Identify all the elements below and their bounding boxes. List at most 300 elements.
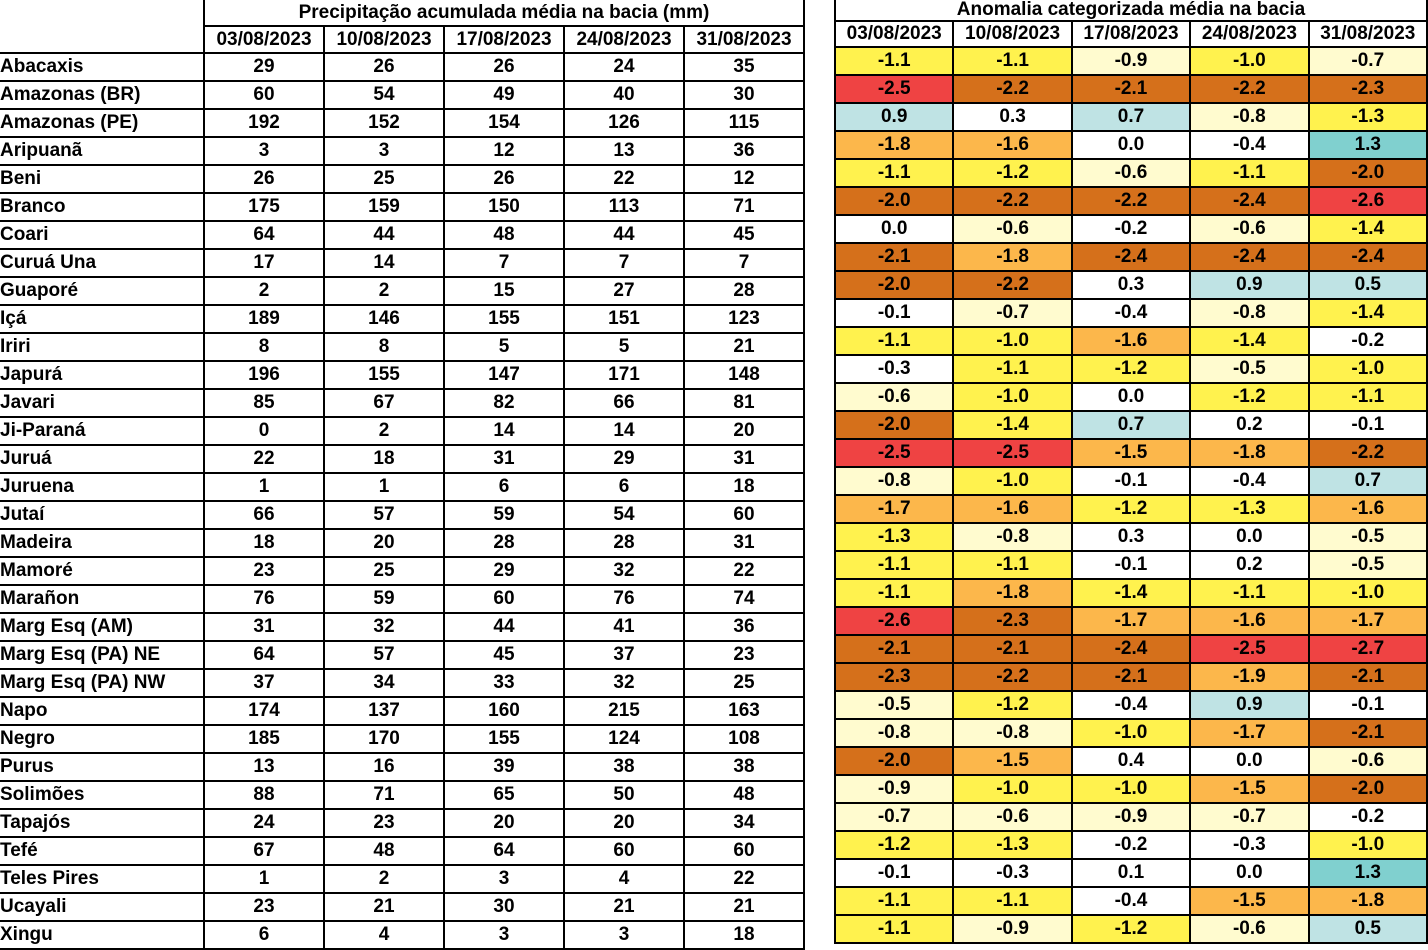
table-row bbox=[0, 865, 804, 893]
precip-cell: 40 bbox=[564, 81, 684, 109]
precip-cell: 22 bbox=[564, 165, 684, 193]
anomaly-cell: -2.4 bbox=[1190, 187, 1308, 215]
table-row bbox=[835, 131, 1427, 159]
anomaly-cell: -1.5 bbox=[953, 747, 1071, 775]
precip-cell: 71 bbox=[324, 781, 444, 809]
precip-date-header: 24/08/2023 bbox=[564, 26, 684, 53]
precip-cell: 108 bbox=[684, 725, 804, 753]
anomaly-cell: 0.9 bbox=[835, 103, 953, 131]
anomaly-cell: -1.4 bbox=[1309, 299, 1427, 327]
precip-cell: 54 bbox=[324, 81, 444, 109]
precip-cell: 39 bbox=[444, 753, 564, 781]
anomaly-cell: -1.6 bbox=[1072, 327, 1190, 355]
precip-cell: 30 bbox=[444, 893, 564, 921]
precip-cell: 6 bbox=[444, 473, 564, 501]
anomaly-cell: -2.2 bbox=[1309, 439, 1427, 467]
anomaly-cell: -2.5 bbox=[835, 75, 953, 103]
anomaly-cell: -2.2 bbox=[953, 187, 1071, 215]
precip-cell: 2 bbox=[324, 865, 444, 893]
precip-cell: 13 bbox=[204, 753, 324, 781]
precip-cell: 196 bbox=[204, 361, 324, 389]
basin-name: Amazonas (BR) bbox=[0, 81, 204, 109]
precip-cell: 64 bbox=[444, 837, 564, 865]
table-row bbox=[0, 305, 804, 333]
corner-blank bbox=[0, 26, 204, 53]
anomaly-cell: -0.1 bbox=[835, 299, 953, 327]
precip-cell: 26 bbox=[444, 165, 564, 193]
table-row bbox=[835, 915, 1427, 943]
table-row bbox=[835, 579, 1427, 607]
anomaly-cell: -0.5 bbox=[1309, 523, 1427, 551]
anomaly-cell: -0.8 bbox=[953, 523, 1071, 551]
table-row bbox=[0, 193, 804, 221]
anomaly-cell: -0.2 bbox=[1072, 831, 1190, 859]
anomaly-cell: 0.4 bbox=[1072, 747, 1190, 775]
precip-cell: 23 bbox=[324, 809, 444, 837]
precip-cell: 28 bbox=[684, 277, 804, 305]
anomaly-cell: -0.7 bbox=[953, 299, 1071, 327]
anomaly-table bbox=[834, 0, 1428, 944]
basin-name: Juruá bbox=[0, 445, 204, 473]
anomaly-cell: -0.7 bbox=[835, 803, 953, 831]
anomaly-cell: -0.5 bbox=[1190, 355, 1308, 383]
anomaly-cell: -1.3 bbox=[835, 523, 953, 551]
table-row bbox=[0, 585, 804, 613]
anomaly-cell: -0.5 bbox=[1309, 551, 1427, 579]
precip-cell: 115 bbox=[684, 109, 804, 137]
precip-cell: 44 bbox=[564, 221, 684, 249]
precip-cell: 45 bbox=[684, 221, 804, 249]
anomaly-cell: -2.0 bbox=[835, 411, 953, 439]
table-row bbox=[0, 389, 804, 417]
anomaly-cell: -0.6 bbox=[953, 215, 1071, 243]
precip-cell: 185 bbox=[204, 725, 324, 753]
anomaly-cell: -2.6 bbox=[1309, 187, 1427, 215]
precip-cell: 21 bbox=[684, 333, 804, 361]
precip-cell: 21 bbox=[324, 893, 444, 921]
precip-cell: 17 bbox=[204, 249, 324, 277]
table-row bbox=[835, 103, 1427, 131]
precip-cell: 1 bbox=[204, 473, 324, 501]
anomaly-cell: -2.7 bbox=[1309, 635, 1427, 663]
precip-cell: 31 bbox=[684, 529, 804, 557]
table-row bbox=[835, 439, 1427, 467]
table-row bbox=[0, 249, 804, 277]
precip-cell: 49 bbox=[444, 81, 564, 109]
table-row bbox=[835, 47, 1427, 75]
precip-cell: 18 bbox=[204, 529, 324, 557]
anomaly-cell: -1.7 bbox=[1190, 719, 1308, 747]
precip-cell: 126 bbox=[564, 109, 684, 137]
anomaly-cell: -0.3 bbox=[953, 859, 1071, 887]
precip-cell: 26 bbox=[444, 53, 564, 81]
precip-cell: 32 bbox=[564, 669, 684, 697]
anomaly-cell: -0.8 bbox=[953, 719, 1071, 747]
anomaly-cell: -2.4 bbox=[1190, 243, 1308, 271]
precip-cell: 88 bbox=[204, 781, 324, 809]
anomaly-cell: -2.1 bbox=[1309, 663, 1427, 691]
table-row bbox=[0, 613, 804, 641]
precip-cell: 6 bbox=[564, 473, 684, 501]
precip-cell: 3 bbox=[564, 921, 684, 949]
anomaly-cell: -2.1 bbox=[835, 243, 953, 271]
precip-cell: 1 bbox=[204, 865, 324, 893]
precip-cell: 29 bbox=[444, 557, 564, 585]
anomaly-cell: -0.8 bbox=[835, 467, 953, 495]
table-row bbox=[0, 781, 804, 809]
anomaly-cell: -1.1 bbox=[1309, 383, 1427, 411]
precip-cell: 59 bbox=[324, 585, 444, 613]
table-row bbox=[835, 75, 1427, 103]
precip-cell: 35 bbox=[684, 53, 804, 81]
anomaly-cell: -2.4 bbox=[1072, 635, 1190, 663]
anomaly-date-header: 03/08/2023 bbox=[835, 21, 953, 47]
anomaly-cell: -1.5 bbox=[1190, 775, 1308, 803]
precip-cell: 0 bbox=[204, 417, 324, 445]
anomaly-cell: -2.4 bbox=[1309, 243, 1427, 271]
precip-cell: 26 bbox=[324, 53, 444, 81]
anomaly-cell: 0.7 bbox=[1072, 103, 1190, 131]
anomaly-cell: 0.0 bbox=[1190, 747, 1308, 775]
anomaly-cell: -1.1 bbox=[953, 551, 1071, 579]
anomaly-cell: -0.2 bbox=[1072, 215, 1190, 243]
anomaly-cell: -1.1 bbox=[835, 159, 953, 187]
anomaly-cell: -0.5 bbox=[835, 691, 953, 719]
precip-cell: 67 bbox=[324, 389, 444, 417]
table-row bbox=[835, 355, 1427, 383]
precip-cell: 59 bbox=[444, 501, 564, 529]
precip-cell: 48 bbox=[324, 837, 444, 865]
precip-cell: 82 bbox=[444, 389, 564, 417]
table-row bbox=[0, 697, 804, 725]
anomaly-cell: 0.5 bbox=[1309, 271, 1427, 299]
basin-name: Madeira bbox=[0, 529, 204, 557]
basin-name: Tefé bbox=[0, 837, 204, 865]
precip-cell: 64 bbox=[204, 641, 324, 669]
anomaly-cell: 0.5 bbox=[1309, 915, 1427, 943]
precip-cell: 20 bbox=[324, 529, 444, 557]
anomaly-cell: -0.1 bbox=[1072, 551, 1190, 579]
precip-cell: 76 bbox=[564, 585, 684, 613]
precip-cell: 20 bbox=[684, 417, 804, 445]
precip-cell: 2 bbox=[204, 277, 324, 305]
precip-cell: 137 bbox=[324, 697, 444, 725]
precip-date-header: 03/08/2023 bbox=[204, 26, 324, 53]
anomaly-cell: -1.0 bbox=[953, 775, 1071, 803]
anomaly-cell: -0.6 bbox=[835, 383, 953, 411]
table-row bbox=[0, 641, 804, 669]
anomaly-cell: -2.0 bbox=[1309, 159, 1427, 187]
precip-cell: 3 bbox=[204, 137, 324, 165]
table-row bbox=[0, 473, 804, 501]
table-row bbox=[0, 445, 804, 473]
anomaly-cell: -1.1 bbox=[835, 887, 953, 915]
precip-cell: 57 bbox=[324, 641, 444, 669]
precip-cell: 159 bbox=[324, 193, 444, 221]
precip-cell: 151 bbox=[564, 305, 684, 333]
anomaly-cell: -0.9 bbox=[953, 915, 1071, 943]
anomaly-cell: 0.3 bbox=[953, 103, 1071, 131]
precip-cell: 60 bbox=[444, 585, 564, 613]
basin-name: Curuá Una bbox=[0, 249, 204, 277]
precip-cell: 14 bbox=[324, 249, 444, 277]
precip-cell: 36 bbox=[684, 137, 804, 165]
precip-cell: 74 bbox=[684, 585, 804, 613]
anomaly-cell: -1.7 bbox=[835, 495, 953, 523]
anomaly-date-header: 10/08/2023 bbox=[953, 21, 1071, 47]
table-row bbox=[835, 467, 1427, 495]
table-row bbox=[0, 753, 804, 781]
basin-name: Amazonas (PE) bbox=[0, 109, 204, 137]
anomaly-cell: -1.4 bbox=[1190, 327, 1308, 355]
table-row bbox=[835, 299, 1427, 327]
table-row bbox=[835, 215, 1427, 243]
table-row bbox=[835, 159, 1427, 187]
precip-cell: 28 bbox=[444, 529, 564, 557]
precip-cell: 21 bbox=[564, 893, 684, 921]
table-row bbox=[0, 725, 804, 753]
precip-cell: 44 bbox=[324, 221, 444, 249]
precip-cell: 48 bbox=[684, 781, 804, 809]
anomaly-cell: -1.7 bbox=[1309, 607, 1427, 635]
anomaly-cell: -1.3 bbox=[953, 831, 1071, 859]
precip-cell: 28 bbox=[564, 529, 684, 557]
precip-cell: 148 bbox=[684, 361, 804, 389]
precip-cell: 14 bbox=[564, 417, 684, 445]
precip-cell: 16 bbox=[324, 753, 444, 781]
precip-cell: 27 bbox=[564, 277, 684, 305]
anomaly-cell: -0.4 bbox=[1072, 887, 1190, 915]
precip-cell: 20 bbox=[444, 809, 564, 837]
table-row bbox=[835, 523, 1427, 551]
basin-name: Marg Esq (PA) NE bbox=[0, 641, 204, 669]
anomaly-cell: -2.1 bbox=[1309, 719, 1427, 747]
basin-name: Xingu bbox=[0, 921, 204, 949]
precip-cell: 215 bbox=[564, 697, 684, 725]
precip-cell: 60 bbox=[684, 501, 804, 529]
precip-cell: 21 bbox=[684, 893, 804, 921]
anomaly-cell: 0.9 bbox=[1190, 271, 1308, 299]
table-row bbox=[0, 921, 804, 949]
anomaly-date-header: 24/08/2023 bbox=[1190, 21, 1308, 47]
precip-cell: 22 bbox=[684, 865, 804, 893]
precip-cell: 23 bbox=[684, 641, 804, 669]
anomaly-cell: -1.8 bbox=[1190, 439, 1308, 467]
precip-cell: 160 bbox=[444, 697, 564, 725]
anomaly-cell: -0.7 bbox=[1190, 803, 1308, 831]
anomaly-cell: -0.1 bbox=[835, 859, 953, 887]
anomaly-cell: -2.3 bbox=[835, 663, 953, 691]
anomaly-cell: -0.9 bbox=[1072, 803, 1190, 831]
precip-cell: 150 bbox=[444, 193, 564, 221]
anomaly-cell: -2.3 bbox=[953, 607, 1071, 635]
anomaly-cell: -2.0 bbox=[835, 747, 953, 775]
precip-cell: 4 bbox=[324, 921, 444, 949]
anomaly-cell: -1.4 bbox=[1309, 215, 1427, 243]
anomaly-cell: -0.4 bbox=[1072, 691, 1190, 719]
basin-name: Ucayali bbox=[0, 893, 204, 921]
precip-cell: 31 bbox=[204, 613, 324, 641]
anomaly-cell: -1.0 bbox=[953, 383, 1071, 411]
precip-date-header: 17/08/2023 bbox=[444, 26, 564, 53]
anomaly-cell: -1.0 bbox=[1072, 719, 1190, 747]
precip-cell: 81 bbox=[684, 389, 804, 417]
anomaly-cell: -2.2 bbox=[953, 75, 1071, 103]
table-row bbox=[835, 495, 1427, 523]
anomaly-cell: -0.3 bbox=[835, 355, 953, 383]
anomaly-cell: 0.0 bbox=[835, 215, 953, 243]
anomaly-cell: 0.0 bbox=[1190, 523, 1308, 551]
table-row bbox=[0, 529, 804, 557]
precip-cell: 48 bbox=[444, 221, 564, 249]
precip-cell: 25 bbox=[324, 557, 444, 585]
anomaly-cell: -0.4 bbox=[1190, 131, 1308, 159]
anomaly-cell: -2.6 bbox=[835, 607, 953, 635]
anomaly-cell: -1.1 bbox=[953, 887, 1071, 915]
precip-cell: 24 bbox=[564, 53, 684, 81]
precip-cell: 66 bbox=[564, 389, 684, 417]
table-row bbox=[0, 109, 804, 137]
precip-cell: 18 bbox=[324, 445, 444, 473]
basin-name: Teles Pires bbox=[0, 865, 204, 893]
precip-cell: 54 bbox=[564, 501, 684, 529]
table-row bbox=[0, 221, 804, 249]
precip-cell: 2 bbox=[324, 277, 444, 305]
precip-cell: 41 bbox=[564, 613, 684, 641]
precip-cell: 189 bbox=[204, 305, 324, 333]
anomaly-cell: -0.6 bbox=[1190, 215, 1308, 243]
precip-cell: 25 bbox=[324, 165, 444, 193]
precip-cell: 64 bbox=[204, 221, 324, 249]
basin-name: Içá bbox=[0, 305, 204, 333]
basin-name: Marg Esq (AM) bbox=[0, 613, 204, 641]
anomaly-cell: -1.1 bbox=[953, 355, 1071, 383]
precip-title: Precipitação acumulada média na bacia (mm) bbox=[204, 0, 804, 26]
precip-cell: 170 bbox=[324, 725, 444, 753]
precip-cell: 36 bbox=[684, 613, 804, 641]
precip-cell: 1 bbox=[324, 473, 444, 501]
anomaly-cell: -2.1 bbox=[953, 635, 1071, 663]
precip-cell: 65 bbox=[444, 781, 564, 809]
precip-cell: 146 bbox=[324, 305, 444, 333]
anomaly-date-header: 17/08/2023 bbox=[1072, 21, 1190, 47]
anomaly-cell: -2.5 bbox=[953, 439, 1071, 467]
anomaly-cell: -2.5 bbox=[835, 439, 953, 467]
anomaly-cell: -0.6 bbox=[953, 803, 1071, 831]
anomaly-cell: -1.4 bbox=[1072, 579, 1190, 607]
anomaly-cell: -1.0 bbox=[953, 327, 1071, 355]
anomaly-cell: 1.3 bbox=[1309, 131, 1427, 159]
anomaly-cell: -0.9 bbox=[835, 775, 953, 803]
basin-name: Marañon bbox=[0, 585, 204, 613]
basin-name: Abacaxis bbox=[0, 53, 204, 81]
anomaly-cell: -1.5 bbox=[1190, 887, 1308, 915]
basin-name: Japurá bbox=[0, 361, 204, 389]
precip-cell: 32 bbox=[564, 557, 684, 585]
table-row bbox=[835, 747, 1427, 775]
anomaly-cell: -1.6 bbox=[1309, 495, 1427, 523]
anomaly-cell: -1.1 bbox=[835, 579, 953, 607]
table-row bbox=[0, 557, 804, 585]
precip-date-header: 31/08/2023 bbox=[684, 26, 804, 53]
anomaly-cell: -0.9 bbox=[1072, 47, 1190, 75]
table-row bbox=[0, 277, 804, 305]
anomaly-cell: -1.0 bbox=[953, 467, 1071, 495]
anomaly-cell: -0.8 bbox=[1190, 299, 1308, 327]
precip-cell: 15 bbox=[444, 277, 564, 305]
anomaly-cell: -2.2 bbox=[953, 271, 1071, 299]
basin-name: Tapajós bbox=[0, 809, 204, 837]
table-row bbox=[835, 187, 1427, 215]
precip-cell: 155 bbox=[444, 305, 564, 333]
precip-cell: 50 bbox=[564, 781, 684, 809]
precip-cell: 38 bbox=[684, 753, 804, 781]
precip-cell: 7 bbox=[684, 249, 804, 277]
precip-cell: 6 bbox=[204, 921, 324, 949]
table-row bbox=[835, 859, 1427, 887]
precip-cell: 29 bbox=[564, 445, 684, 473]
anomaly-cell: -1.8 bbox=[953, 579, 1071, 607]
table-row bbox=[0, 417, 804, 445]
table-row bbox=[835, 243, 1427, 271]
precip-cell: 192 bbox=[204, 109, 324, 137]
anomaly-cell: -2.0 bbox=[835, 271, 953, 299]
basin-name: Jutaí bbox=[0, 501, 204, 529]
precip-cell: 7 bbox=[564, 249, 684, 277]
table-row bbox=[835, 831, 1427, 859]
anomaly-cell: -1.0 bbox=[1190, 47, 1308, 75]
precip-cell: 5 bbox=[444, 333, 564, 361]
precip-cell: 30 bbox=[684, 81, 804, 109]
anomaly-cell: -2.4 bbox=[1072, 243, 1190, 271]
anomaly-cell: -1.1 bbox=[835, 915, 953, 943]
anomaly-cell: -1.1 bbox=[835, 47, 953, 75]
anomaly-cell: -0.6 bbox=[1072, 159, 1190, 187]
precip-cell: 71 bbox=[684, 193, 804, 221]
anomaly-cell: -2.2 bbox=[1190, 75, 1308, 103]
table-row bbox=[0, 137, 804, 165]
table-row bbox=[0, 165, 804, 193]
anomaly-cell: -1.9 bbox=[1190, 663, 1308, 691]
precip-cell: 66 bbox=[204, 501, 324, 529]
precip-cell: 12 bbox=[684, 165, 804, 193]
basin-name: Solimões bbox=[0, 781, 204, 809]
anomaly-cell: 0.0 bbox=[1072, 131, 1190, 159]
anomaly-cell: -1.6 bbox=[953, 495, 1071, 523]
anomaly-cell: -1.8 bbox=[953, 243, 1071, 271]
anomaly-cell: -0.8 bbox=[835, 719, 953, 747]
precip-cell: 20 bbox=[564, 809, 684, 837]
precip-cell: 76 bbox=[204, 585, 324, 613]
anomaly-cell: -1.5 bbox=[1072, 439, 1190, 467]
precip-cell: 34 bbox=[684, 809, 804, 837]
anomaly-cell: -0.6 bbox=[1309, 747, 1427, 775]
precip-cell: 5 bbox=[564, 333, 684, 361]
anomaly-cell: -0.2 bbox=[1309, 803, 1427, 831]
anomaly-cell: -1.0 bbox=[1309, 355, 1427, 383]
anomaly-cell: 0.0 bbox=[1072, 383, 1190, 411]
precip-cell: 4 bbox=[564, 865, 684, 893]
precip-cell: 18 bbox=[684, 921, 804, 949]
precip-cell: 33 bbox=[444, 669, 564, 697]
anomaly-cell: -2.2 bbox=[1072, 187, 1190, 215]
anomaly-cell: -1.6 bbox=[1190, 607, 1308, 635]
precip-cell: 31 bbox=[444, 445, 564, 473]
anomaly-cell: -2.1 bbox=[835, 635, 953, 663]
corner-blank bbox=[0, 0, 204, 26]
anomaly-cell: -1.1 bbox=[953, 47, 1071, 75]
table-row bbox=[0, 837, 804, 865]
